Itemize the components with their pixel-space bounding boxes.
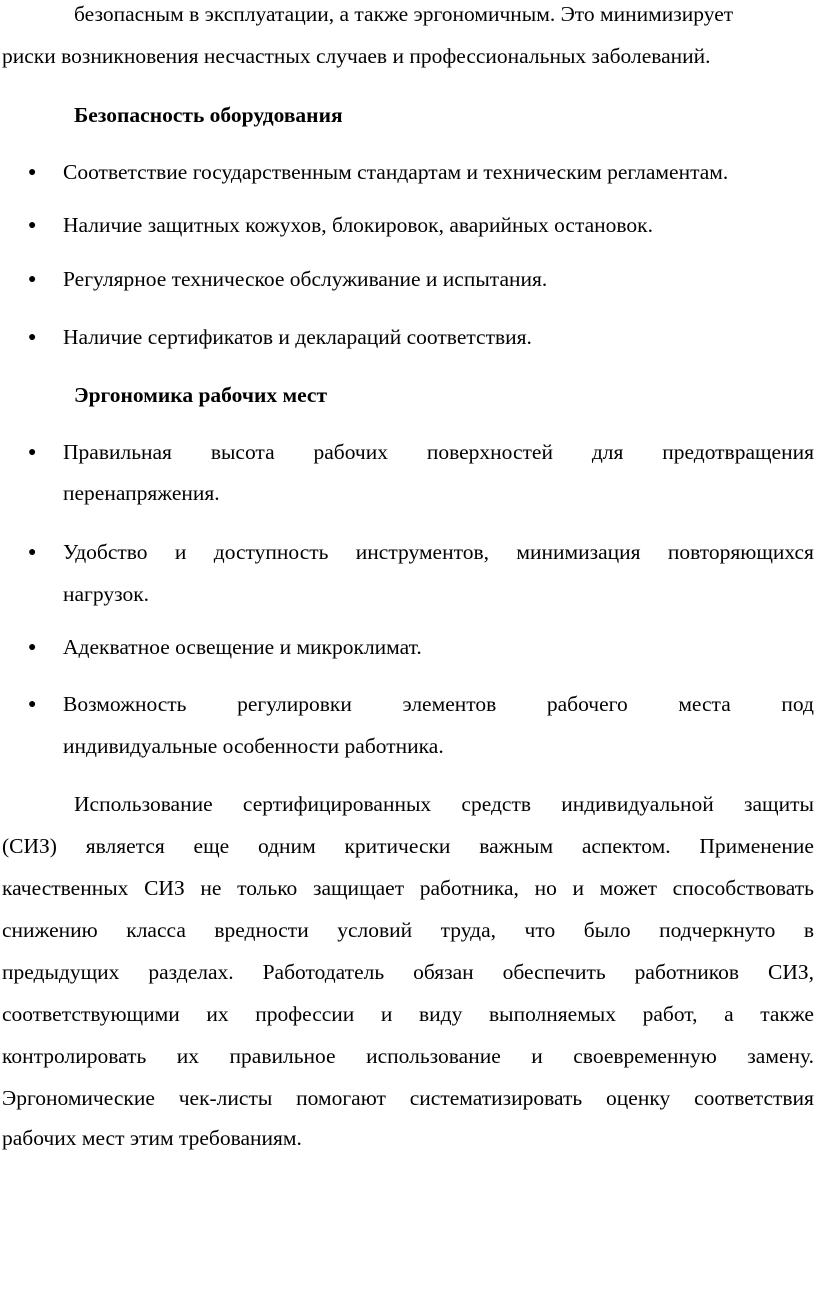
paragraph-line-last: рабочих мест этим требованиям. — [2, 1126, 302, 1150]
bullet-icon: ● — [28, 697, 37, 712]
list-item: Наличие сертификатов и деклараций соответствия. — [63, 325, 532, 349]
bullet-icon: ● — [28, 330, 37, 345]
paragraph-line: снижению класса вредности условий труда, что было подчеркнуто в — [2, 918, 814, 942]
list-item-continuation: перенапряжения. — [63, 481, 220, 505]
bullet-icon: ● — [28, 640, 37, 655]
paragraph-line: соответствующими их профессии и виду выполняемых работ, а также — [2, 1002, 814, 1026]
paragraph-line: контролировать их правильное использование и своевременную замену. — [2, 1044, 814, 1068]
paragraph-line: Эргономические чек-листы помогают систематизировать оценку соответствия — [2, 1086, 814, 1110]
list-item: Соответствие государственным стандартам и техническим регламентам. — [63, 160, 729, 184]
bullet-icon: ● — [28, 272, 37, 287]
bullet-icon: ● — [28, 165, 37, 180]
list-item: Удобство и доступность инструментов, минимизация повторяющихся — [63, 540, 814, 564]
list-item-continuation: индивидуальные особенности работника. — [63, 734, 444, 758]
list-item: Адекватное освещение и микроклимат. — [63, 635, 422, 659]
paragraph-line: Использование сертифицированных средств индивидуальной защиты — [74, 792, 814, 816]
intro-line-2: риски возникновения несчастных случаев и профессиональных заболеваний. — [2, 44, 711, 68]
list-item: Возможность регулировки элементов рабочего места под — [63, 692, 814, 716]
list-item: Регулярное техническое обслуживание и испытания. — [63, 267, 548, 291]
section-heading-ergonomics: Эргономика рабочих мест — [74, 383, 328, 407]
list-item-continuation: нагрузок. — [63, 582, 150, 606]
paragraph-line: (СИЗ) является еще одним критически важным аспектом. Применение — [2, 834, 814, 858]
bullet-icon: ● — [28, 445, 37, 460]
paragraph-line: качественных СИЗ не только защищает работника, но и может способствовать — [2, 876, 814, 900]
bullet-icon: ● — [28, 218, 37, 233]
intro-line-1: безопасным в эксплуатации, а также эргономичным. Это минимизирует — [74, 2, 734, 26]
list-item: Наличие защитных кожухов, блокировок, аварийных остановок. — [63, 213, 653, 237]
section-heading-equipment-safety: Безопасность оборудования — [74, 103, 343, 127]
list-item: Правильная высота рабочих поверхностей для предотвращения — [63, 440, 814, 464]
paragraph-line: предыдущих разделах. Работодатель обязан обеспечить работников СИЗ, — [2, 960, 814, 984]
bullet-icon: ● — [28, 545, 37, 560]
